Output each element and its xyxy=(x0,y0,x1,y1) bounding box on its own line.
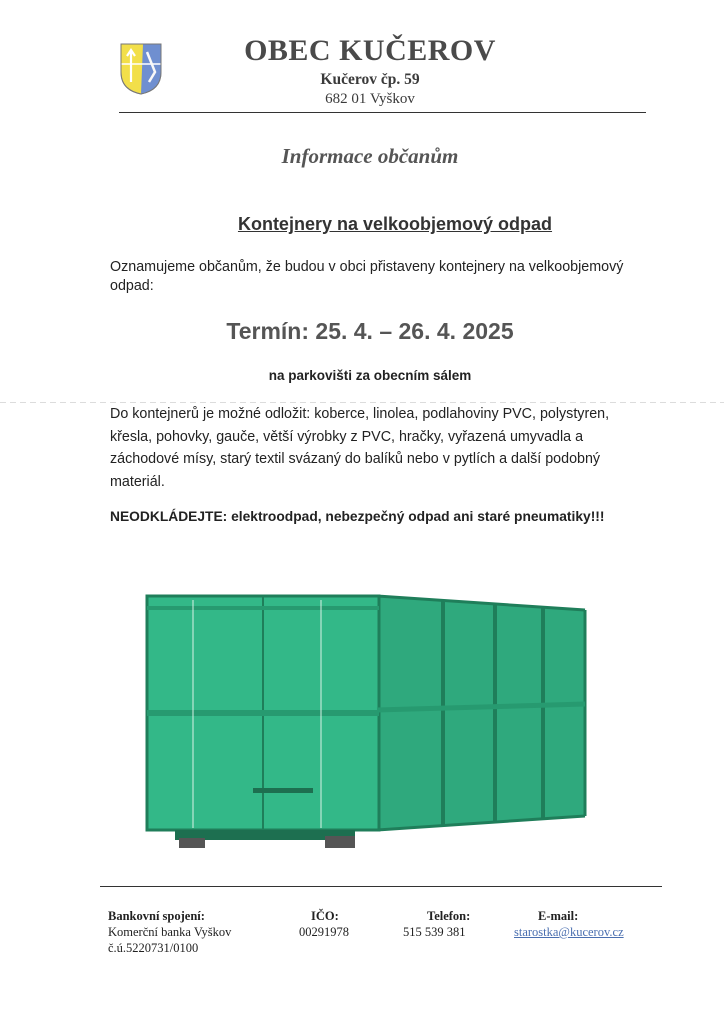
prohibited-items-warning: NEODKLÁDEJTE: elektroodpad, nebezpečný odpad ani staré pneumatiky!!! xyxy=(110,509,605,524)
footer-divider xyxy=(100,886,662,887)
info-title: Informace občanům xyxy=(281,144,459,168)
bank-name: Komerční banka Vyškov xyxy=(108,925,232,939)
footer-ico xyxy=(299,908,379,940)
ico-value: 00291978 xyxy=(299,925,349,939)
intro-paragraph: Oznamujeme občanům, že budou v obci přistaveny kontejnery na velkoobjemový odpad: xyxy=(110,259,624,294)
header-divider xyxy=(119,112,646,113)
email-label: E-mail: xyxy=(538,909,579,923)
footer-phone xyxy=(403,908,503,940)
coat-of-arms-icon xyxy=(119,42,163,96)
allowed-items-paragraph: Do kontejnerů je možné odložit: koberce, linolea, podlahoviny PVC, polystyren, křesla, pohovky, gauče, větší výrobky z PVC, hračky, vyřazená umyvadla a záchodové mísy, starý textil svázaný do balíků nebo v pytlích a další podobný materiál. xyxy=(110,406,610,490)
collection-location: na parkovišti za obecním sálem xyxy=(268,368,472,383)
waste-container-illustration xyxy=(145,588,595,853)
email-link[interactable]: starostka@kucerov.cz xyxy=(514,925,624,939)
municipality-city: 682 01 Vyškov xyxy=(325,91,415,107)
phone-label: Telefon: xyxy=(427,909,471,923)
bank-account: č.ú.5220731/0100 xyxy=(108,941,199,955)
footer-bank xyxy=(108,908,268,956)
collection-date: Termín: 25. 4. – 26. 4. 2025 xyxy=(226,318,514,344)
notice-heading: Kontejnery na velkoobjemový odpad xyxy=(237,214,553,234)
municipality-name: OBEC KUČEROV xyxy=(244,34,496,67)
footer-email xyxy=(514,908,644,940)
ico-label: IČO: xyxy=(311,909,339,923)
bank-label: Bankovní spojení: xyxy=(108,909,205,923)
municipality-street: Kučerov čp. 59 xyxy=(320,71,420,88)
phone-value: 515 539 381 xyxy=(403,925,466,939)
